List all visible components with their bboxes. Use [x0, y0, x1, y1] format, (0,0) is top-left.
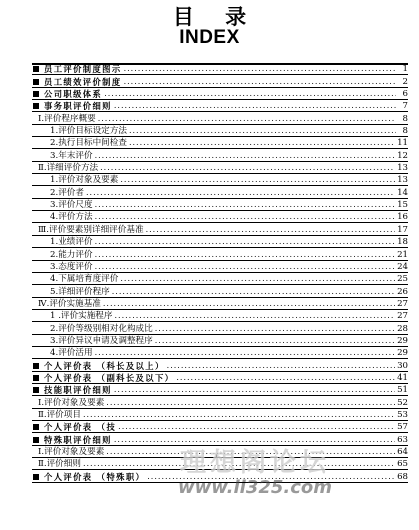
- toc-page-number: 24: [397, 261, 408, 272]
- dot-leader: [95, 200, 395, 210]
- toc-entry-label: [32, 138, 129, 148]
- dot-leader: [106, 447, 395, 457]
- toc-page-number: 2: [402, 76, 408, 87]
- dot-leader: [155, 324, 395, 334]
- toc-entry-label: [32, 287, 112, 297]
- toc-entry-text: 事务职评价细则: [44, 101, 112, 112]
- toc-page-number: 57: [397, 422, 408, 433]
- toc-entry-label: [32, 398, 106, 408]
- toc-entry-label: [32, 89, 104, 99]
- dot-leader: [114, 385, 395, 395]
- watermark-text: 理想阁论坛: [179, 448, 330, 478]
- dot-leader: [129, 138, 395, 148]
- page-header: [0, 6, 419, 48]
- toc-entry-text: 4.下属培育度评价: [50, 274, 119, 285]
- square-bullet-icon: [33, 474, 39, 480]
- toc-entry[interactable]: [32, 261, 408, 273]
- toc-page-number: 51: [397, 385, 408, 396]
- toc-entry-text: 2.执行目标中间检查: [50, 138, 127, 149]
- dot-leader: [124, 77, 396, 87]
- toc-entry[interactable]: [32, 248, 408, 260]
- dot-leader: [104, 89, 396, 99]
- toc-entry-text: 2.评价等级别相对化构成比: [50, 323, 153, 334]
- toc-entry-text: 3.态度评价: [50, 261, 93, 272]
- toc-page-number: 6: [402, 89, 408, 100]
- toc-page-number: 12: [397, 150, 408, 161]
- toc-entry[interactable]: [32, 199, 408, 211]
- toc-entry-text: 技能职评价细则: [44, 385, 112, 396]
- toc-entry-label: [32, 188, 86, 198]
- toc-entry-label: [32, 472, 147, 482]
- toc-entry-label: [32, 447, 106, 457]
- toc-entry-text: 特殊职评价细则: [44, 434, 112, 445]
- toc-page-number: 8: [402, 126, 408, 137]
- toc-entry-label: [32, 299, 103, 309]
- dot-leader: [147, 472, 395, 482]
- toc-entry-text: 1.评价目标设定方法: [50, 126, 127, 137]
- toc-entry-text: Ⅱ.详细评价方法: [38, 163, 99, 174]
- square-bullet-icon: [33, 79, 39, 85]
- toc-entry[interactable]: [32, 88, 408, 100]
- toc-entry-text: 2.评价者: [50, 187, 84, 198]
- toc-entry[interactable]: [32, 458, 408, 470]
- toc-page-number: 27: [397, 298, 408, 309]
- toc-entry-label: [32, 422, 118, 432]
- toc-page-number: 65: [397, 459, 408, 470]
- toc-entry-label: [32, 373, 176, 383]
- toc-entry-text: 4.评价方法: [50, 212, 93, 223]
- dot-leader: [112, 287, 395, 297]
- toc-entry-text: Ⅳ.评价实施基准: [38, 298, 101, 309]
- toc-entry-label: [32, 114, 98, 124]
- toc-entry-text: Ⅲ.评价要素别详细评价基准: [38, 224, 144, 235]
- square-bullet-icon: [33, 437, 39, 443]
- toc-page-number: 13: [397, 175, 408, 186]
- toc-entry-label: [32, 64, 124, 74]
- toc-entry-label: [32, 348, 95, 358]
- dot-leader: [103, 299, 395, 309]
- toc-entry-label: [32, 262, 95, 272]
- toc-page-number: 25: [397, 274, 408, 285]
- toc-entry[interactable]: [32, 174, 408, 186]
- toc-entry-text: Ⅱ.评价项目: [38, 409, 81, 420]
- toc-entry-text: 3.年末评价: [50, 150, 93, 161]
- toc-page-number: 41: [397, 372, 408, 383]
- toc-entry[interactable]: [32, 112, 408, 124]
- dot-leader: [83, 410, 395, 420]
- toc-entry-text: 个人评价表 （技: [44, 422, 117, 433]
- toc-page-number: 63: [397, 434, 408, 445]
- toc-entry[interactable]: [32, 223, 408, 235]
- dot-leader: [86, 188, 395, 198]
- toc-entry-label: [32, 361, 167, 371]
- dot-leader: [95, 212, 395, 222]
- dot-leader: [129, 126, 396, 136]
- toc-entry-label: [32, 126, 129, 136]
- toc-entry-text: 1.评价对象及要素: [50, 175, 119, 186]
- dot-leader: [176, 373, 395, 383]
- square-bullet-icon: [33, 363, 39, 369]
- dot-leader: [95, 348, 395, 358]
- toc-page-number: 14: [397, 187, 408, 198]
- toc-page-number: 26: [397, 286, 408, 297]
- toc-entry[interactable]: [32, 149, 408, 161]
- toc-entry[interactable]: [32, 285, 408, 297]
- toc-page-number: 8: [402, 113, 408, 124]
- toc-entry-label: [32, 237, 95, 247]
- toc-entry[interactable]: [32, 335, 408, 347]
- toc-page-number: 21: [397, 249, 408, 260]
- toc-page-number: 68: [397, 471, 408, 482]
- toc-page-number: 52: [397, 397, 408, 408]
- toc-entry-label: [32, 324, 155, 334]
- toc-entry-text: Ⅰ.评价对象及要素: [38, 447, 105, 457]
- toc-entry-label: [32, 385, 114, 395]
- toc-entry-label: [32, 225, 146, 235]
- square-bullet-icon: [33, 424, 39, 430]
- dot-leader: [115, 311, 396, 321]
- toc-entry-text: Ⅰ.评价对象及要素: [38, 397, 105, 408]
- toc-entry-text: 个人评价表 （特殊职）: [44, 471, 146, 482]
- dot-leader: [114, 101, 396, 111]
- toc-entry[interactable]: [32, 310, 408, 322]
- table-of-contents: [32, 63, 408, 483]
- toc-entry-label: [32, 459, 83, 469]
- toc-page-number: 13: [397, 163, 408, 174]
- toc-entry[interactable]: [32, 470, 408, 482]
- toc-entry[interactable]: [32, 409, 408, 421]
- toc-entry[interactable]: [32, 211, 408, 223]
- toc-entry-label: [32, 274, 120, 284]
- dot-leader: [95, 237, 395, 247]
- toc-entry[interactable]: [32, 372, 408, 384]
- toc-entry-text: Ⅰ.评价程序概要: [38, 113, 96, 124]
- toc-page-number: 64: [397, 447, 408, 457]
- toc-entry[interactable]: [32, 359, 408, 371]
- dot-leader: [155, 336, 395, 346]
- square-bullet-icon: [33, 91, 39, 97]
- toc-entry[interactable]: [32, 137, 408, 149]
- toc-entry-label: [32, 410, 83, 420]
- toc-entry[interactable]: [32, 63, 408, 75]
- dot-leader: [114, 435, 395, 445]
- toc-entry-text: 3.评价尺度: [50, 200, 93, 211]
- toc-entry[interactable]: [32, 384, 408, 396]
- toc-entry[interactable]: [32, 75, 408, 87]
- toc-page-number: 1: [402, 64, 408, 75]
- toc-entry-label: [32, 250, 95, 260]
- toc-entry[interactable]: [32, 433, 408, 445]
- toc-entry-label: [32, 101, 114, 111]
- toc-entry-label: [32, 77, 124, 87]
- toc-entry-text: 1.业绩评价: [50, 237, 93, 248]
- toc-page-number: 29: [397, 348, 408, 359]
- title-english: INDEX: [179, 27, 240, 48]
- toc-entry[interactable]: [32, 236, 408, 248]
- square-bullet-icon: [33, 103, 39, 109]
- toc-entry[interactable]: [32, 273, 408, 285]
- dot-leader: [106, 398, 395, 408]
- toc-entry[interactable]: [32, 298, 408, 310]
- dot-leader: [167, 361, 395, 371]
- toc-entry[interactable]: [32, 125, 408, 137]
- dot-leader: [120, 175, 395, 185]
- toc-entry[interactable]: [32, 396, 408, 408]
- toc-entry-label: [32, 311, 115, 321]
- dot-leader: [124, 64, 396, 74]
- toc-page-number: 17: [397, 224, 408, 235]
- title-chinese: 目 录: [172, 5, 259, 29]
- toc-entry-label: [32, 336, 155, 346]
- dot-leader: [146, 225, 396, 235]
- toc-entry-text: 公司职级体系: [44, 89, 103, 100]
- toc-entry-label: [32, 435, 114, 445]
- dot-leader: [83, 459, 395, 469]
- toc-entry-label: [32, 175, 120, 185]
- toc-entry[interactable]: [32, 186, 408, 198]
- toc-page-number: 15: [397, 200, 408, 211]
- toc-entry-text: 3.评价异议申请及调整程序: [50, 335, 153, 346]
- toc-entry[interactable]: [32, 322, 408, 334]
- toc-entry-text: Ⅱ.评价细则: [38, 459, 81, 470]
- square-bullet-icon: [33, 66, 39, 72]
- toc-entry-text: 个人评价表 （科长及以上）: [44, 360, 165, 371]
- toc-entry[interactable]: [32, 162, 408, 174]
- toc-page-number: 29: [397, 335, 408, 346]
- toc-entry-text: 1 .评价实施程序: [50, 311, 113, 322]
- square-bullet-icon: [33, 387, 39, 393]
- square-bullet-icon: [33, 375, 39, 381]
- toc-page-number: 16: [397, 212, 408, 223]
- toc-page-number: 27: [397, 311, 408, 322]
- dot-leader: [120, 274, 395, 284]
- toc-page-number: 28: [397, 323, 408, 334]
- dot-leader: [118, 422, 395, 432]
- watermark-url: www.li325.com: [177, 477, 333, 498]
- toc-entry-text: 员工评价制度图示: [44, 64, 122, 75]
- toc-entry-label: [32, 151, 95, 161]
- toc-page-number: 7: [402, 101, 408, 112]
- toc-entry[interactable]: [32, 347, 408, 359]
- dot-leader: [95, 262, 395, 272]
- toc-entry-text: 个人评价表 （副科长及以下）: [44, 372, 175, 383]
- dot-leader: [95, 250, 395, 260]
- dot-leader: [100, 163, 395, 173]
- toc-entry-label: [32, 200, 95, 210]
- dot-leader: [95, 151, 395, 161]
- toc-entry-label: [32, 163, 100, 173]
- toc-page-number: 30: [397, 360, 408, 371]
- toc-entry[interactable]: [32, 446, 408, 458]
- toc-entry-text: 员工绩效评价制度: [44, 76, 122, 87]
- toc-entry-text: 2.能力评价: [50, 249, 93, 260]
- toc-entry[interactable]: [32, 100, 408, 112]
- toc-entry-label: [32, 212, 95, 222]
- toc-entry-text: 5.详细评价程序: [50, 286, 110, 297]
- toc-page-number: 18: [397, 237, 408, 248]
- toc-entry-text: 4.评价活用: [50, 348, 93, 359]
- dot-leader: [98, 114, 396, 124]
- toc-page-number: 11: [397, 138, 408, 149]
- toc-entry[interactable]: [32, 421, 408, 433]
- toc-page-number: 53: [397, 409, 408, 420]
